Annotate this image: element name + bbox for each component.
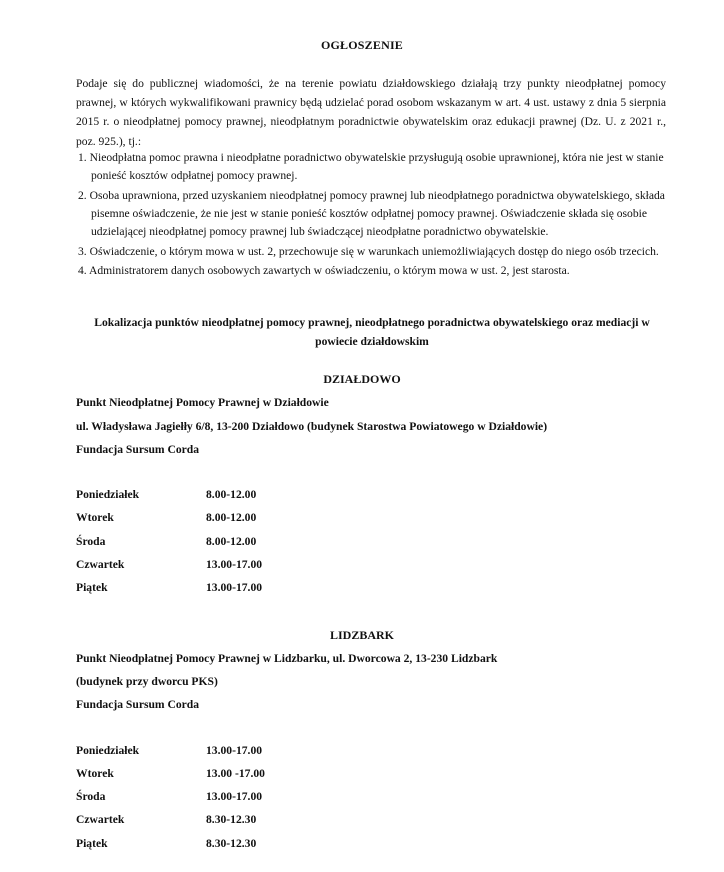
hours-day: Wtorek <box>76 511 114 524</box>
hours-day: Poniedziałek <box>76 744 140 757</box>
hours-time: 8.00-12.00 <box>206 535 257 548</box>
hours-time: 13.00-17.00 <box>206 790 263 803</box>
lidzbark-heading: LIDZBARK <box>329 628 394 642</box>
dzialdowo-hours-row <box>76 535 256 548</box>
list-item: 1. Nieodpłatna pomoc prawna i nieodpłatne poradnictwo obywatelskie przysługują osobie uprawnionej, która nie jest w stanie ponieść kosztów odpłatnej pomocy prawnej. <box>78 151 664 183</box>
hours-day: Środa <box>76 790 106 803</box>
dzialdowo-hours-row <box>76 558 262 571</box>
hours-time: 8.30-12.30 <box>206 837 257 850</box>
hours-day: Czwartek <box>76 813 125 826</box>
dzialdowo-hours-row <box>76 581 262 594</box>
lidzbark-hours-row <box>76 790 262 803</box>
list-item: 3. Oświadczenie, o którym mowa w ust. 2, przechowuje się w warunkach uniemożliwiających dostęp do niego osób trzecich. <box>78 244 659 258</box>
hours-day: Piątek <box>76 581 108 594</box>
hours-time: 13.00-17.00 <box>206 581 263 594</box>
hours-time: 13.00-17.00 <box>206 558 263 571</box>
lidzbark-hours-row <box>76 744 262 757</box>
lidzbark-point-name: Punkt Nieodpłatnej Pomocy Prawnej w Lidzbarku, ul. Dworcowa 2, 13-230 Lidzbark <box>76 652 498 665</box>
lidzbark-hours-row <box>76 813 256 826</box>
conditions-list <box>76 149 668 282</box>
dzialdowo-point-name: Punkt Nieodpłatnej Pomocy Prawnej w Działdowie <box>76 396 329 409</box>
dzialdowo-hours-row <box>76 488 256 501</box>
hours-day: Środa <box>76 535 106 548</box>
hours-day: Wtorek <box>76 767 114 780</box>
lidzbark-hours-row <box>76 837 256 850</box>
hours-day: Czwartek <box>76 558 125 571</box>
locations-subtitle: Lokalizacja punktów nieodpłatnej pomocy prawnej, nieodpłatnego poradnictwa obywatelskiego oraz mediacji w powiecie działdowskim <box>94 316 650 348</box>
hours-time: 13.00-17.00 <box>206 744 263 757</box>
intro-paragraph <box>76 74 666 151</box>
dzialdowo-organization: Fundacja Sursum Corda <box>76 443 200 456</box>
hours-time: 8.00-12.00 <box>206 511 257 524</box>
intro-text: Podaje się do publicznej wiadomości, że na terenie powiatu działdowskiego działają trzy punkty nieodpłatnej pomocy prawnej, w których wykwalifikowani prawnicy będą udzielać porad osobom wskazanym w art. 4 ust. ustawy z dnia 5 sierpnia 2015 r. o nieodpłatnej pomocy prawnej, nieodpłatnym poradnictwie obywatelskim oraz edukacji prawnej (Dz. U. z 2021 r., poz. 925.), tj.: <box>76 77 666 148</box>
hours-day: Piątek <box>76 837 108 850</box>
hours-time: 8.00-12.00 <box>206 488 257 501</box>
dzialdowo-hours-row <box>76 511 256 524</box>
dzialdowo-address: ul. Władysława Jagiełły 6/8, 13-200 Działdowo (budynek Starostwa Powiatowego w Działdowie) <box>76 420 548 433</box>
list-item: 4. Administratorem danych osobowych zawartych w oświadczeniu, o którym mowa w ust. 2, jest starosta. <box>78 264 570 278</box>
lidzbark-hours-row <box>76 767 265 780</box>
lidzbark-building: (budynek przy dworcu PKS) <box>76 675 218 688</box>
hours-time: 13.00 -17.00 <box>206 767 265 780</box>
hours-time: 8.30-12.30 <box>206 813 257 826</box>
lidzbark-organization: Fundacja Sursum Corda <box>76 698 200 711</box>
dzialdowo-heading: DZIAŁDOWO <box>323 372 401 386</box>
list-item: 2. Osoba uprawniona, przed uzyskaniem nieodpłatnej pomocy prawnej lub nieodpłatnego poradnictwa obywatelskiego, składa pisemne oświadczenie, że nie jest w stanie ponieść kosztów odpłatnej pomocy prawnej. Oświadczenie składa się osobie udzielającej nieodpłatnej pomocy prawnej lub świadczącej nieodpłatne poradnictwo obywatelskie. <box>78 188 665 239</box>
document-title: OGŁOSZENIE <box>320 38 404 52</box>
hours-day: Poniedziałek <box>76 488 140 501</box>
